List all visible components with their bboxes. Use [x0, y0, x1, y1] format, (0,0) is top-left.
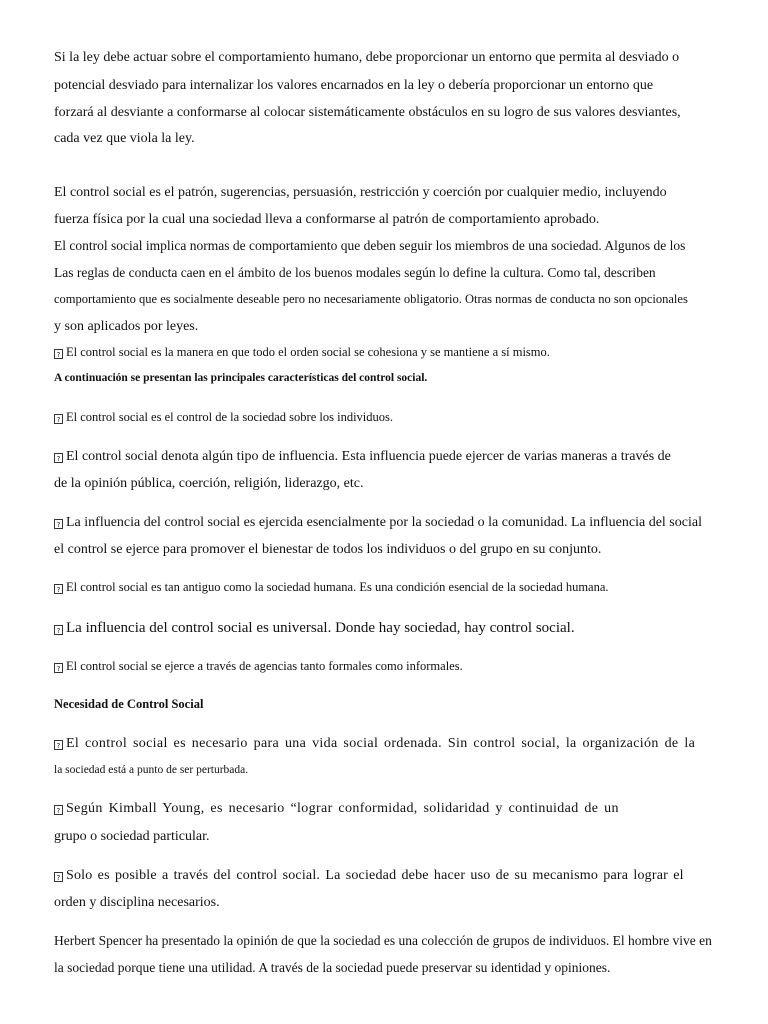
- bullet-text: Según Kimball Young, es necesario “lograr conformidad, solidaridad y continuidad de un: [66, 801, 619, 816]
- bullet-item: [54, 345, 550, 359]
- bullet-text: El control social se ejerce a través de agencias tanto formales como informales.: [66, 659, 463, 673]
- text-line: El control social es el patrón, sugerencias, persuasión, restricción y coerción por cualquier medio, incluyendo: [54, 185, 667, 200]
- bullet-item: [54, 515, 702, 531]
- bullet-text: El control social denota algún tipo de influencia. Esta influencia puede ejercer de varias maneras a través de: [66, 449, 671, 464]
- missing-glyph-icon: ?: [54, 740, 63, 750]
- text-line: comportamiento que es socialmente deseable pero no necesariamente obligatorio. Otras normas de conducta no son opcionales: [54, 292, 688, 306]
- bullet-item: [54, 620, 575, 637]
- bullet-text: La influencia del control social es universal. Donde hay sociedad, hay control social.: [66, 620, 575, 636]
- text-line: cada vez que viola la ley.: [54, 131, 195, 146]
- text-line: Las reglas de conducta caen en el ámbito de los buenos modales según lo define la cultura. Como tal, describen: [54, 265, 656, 280]
- missing-glyph-icon: ?: [54, 805, 63, 815]
- bullet-item: [54, 580, 609, 594]
- text-line: Si la ley debe actuar sobre el comportamiento humano, debe proporcionar un entorno que permita al desviado o: [54, 50, 680, 65]
- bullet-text: El control social es la manera en que todo el orden social se cohesiona y se mantiene a sí mismo.: [66, 345, 550, 359]
- text-line: de la opinión pública, coerción, religión, liderazgo, etc.: [54, 476, 364, 491]
- text-line: la sociedad está a punto de ser perturbada.: [54, 764, 249, 776]
- missing-glyph-icon: ?: [54, 663, 63, 673]
- missing-glyph-icon: ?: [54, 349, 63, 359]
- text-line: potencial desviado para internalizar los valores encarnados en la ley o debería proporcionar un entorno que: [54, 78, 654, 93]
- text-line: el control se ejerce para promover el bienestar de todos los individuos o del grupo en su conjunto.: [54, 542, 602, 557]
- missing-glyph-icon: ?: [54, 519, 63, 529]
- bullet-text: Solo es posible a través del control social. La sociedad debe hacer uso de su mecanismo para lograr el: [66, 868, 684, 883]
- bullet-item: [54, 449, 671, 465]
- bullet-text: El control social es el control de la sociedad sobre los individuos.: [66, 410, 394, 424]
- text-line: la sociedad porque tiene una utilidad. A través de la sociedad puede preservar su identidad y opiniones.: [54, 960, 611, 975]
- missing-glyph-icon: ?: [54, 584, 63, 594]
- bullet-item: [54, 410, 393, 424]
- text-line: grupo o sociedad particular.: [54, 829, 210, 844]
- missing-glyph-icon: ?: [54, 414, 63, 424]
- bullet-item: [54, 868, 684, 884]
- missing-glyph-icon: ?: [54, 625, 63, 635]
- text-line: orden y disciplina necesarios.: [54, 895, 220, 910]
- bullet-text: El control social es tan antiguo como la sociedad humana. Es una condición esencial de la sociedad humana.: [66, 580, 609, 594]
- bullet-text: El control social es necesario para una vida social ordenada. Sin control social, la organización de la: [66, 736, 696, 751]
- section-heading: A continuación se presentan las principales características del control social.: [54, 372, 428, 384]
- bullet-item: [54, 801, 619, 817]
- text-line: y son aplicados por leyes.: [54, 319, 199, 334]
- missing-glyph-icon: ?: [54, 453, 63, 463]
- bullet-item: [54, 736, 695, 752]
- missing-glyph-icon: ?: [54, 872, 63, 882]
- bullet-item: [54, 659, 463, 673]
- text-line: fuerza física por la cual una sociedad lleva a conformarse al patrón de comportamiento aprobado.: [54, 212, 600, 227]
- text-line: Herbert Spencer ha presentado la opinión de que la sociedad es una colección de grupos de individuos. El hombre vive en: [54, 933, 712, 948]
- text-line: El control social implica normas de comportamiento que deben seguir los miembros de una sociedad. Algunos de los: [54, 238, 686, 253]
- text-line: forzará al desviante a conformarse al colocar sistemáticamente obstáculos en su logro de sus valores desviantes,: [54, 105, 681, 120]
- bullet-text: La influencia del control social es ejercida esencialmente por la sociedad o la comunidad. La influencia del social: [66, 515, 702, 530]
- section-heading: Necesidad de Control Social: [54, 697, 204, 711]
